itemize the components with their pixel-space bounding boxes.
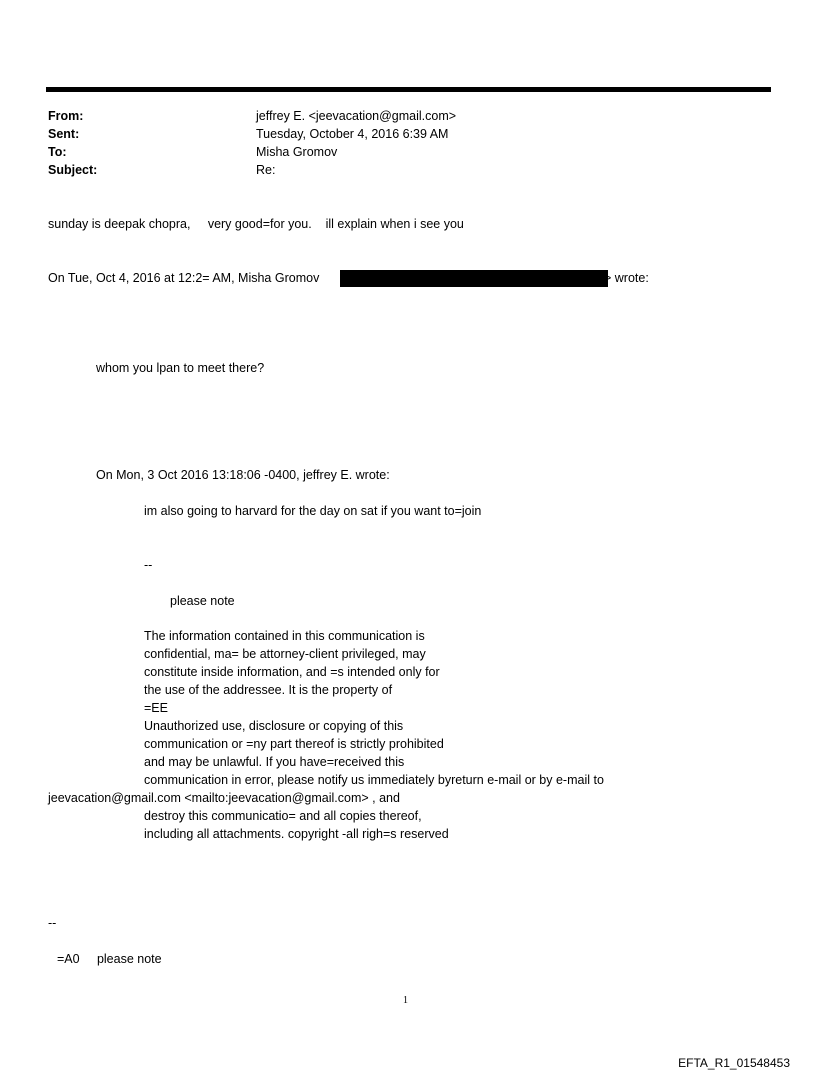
from-label: From: — [48, 109, 84, 123]
reply-text: sunday is deepak chopra, very good=for you. ill explain when i see you — [48, 217, 464, 231]
disclaimer-line: and may be unlawful. If you have=received this — [144, 755, 405, 769]
sent-value: Tuesday, October 4, 2016 6:39 AM — [256, 127, 449, 141]
disclaimer-line: the use of the addressee. It is the property of — [144, 683, 393, 697]
quote2-intro: On Mon, 3 Oct 2016 13:18:06 -0400, jeffrey E. wrote: — [96, 468, 390, 482]
disclaimer-line: communication or =ny part thereof is strictly prohibited — [144, 737, 444, 751]
please-note: please note — [170, 594, 235, 608]
disclaimer-line: Unauthorized use, disclosure or copying of this — [144, 719, 404, 733]
quote2-text: im also going to harvard for the day on sat if you want to=join — [144, 504, 482, 518]
redaction-bar — [340, 270, 608, 287]
document-id: EFTA_R1_01548453 — [678, 1056, 790, 1070]
disclaimer-line: The information contained in this communication is — [144, 629, 425, 643]
sent-label: Sent: — [48, 127, 80, 141]
signature-dash: -- — [144, 558, 153, 572]
subject-label: Subject: — [48, 163, 98, 177]
from-value: jeffrey E. <jeevacation@gmail.com> — [256, 109, 457, 123]
quote1-intro: On Tue, Oct 4, 2016 at 12:2= AM, Misha Gromov — [48, 271, 320, 285]
subject-value: Re: — [256, 163, 276, 177]
disclaimer-email-line: jeevacation@gmail.com <mailto:jeevacation@gmail.com> , and — [48, 791, 400, 805]
disclaimer-line: including all attachments. copyright -all righ=s reserved — [144, 827, 449, 841]
to-label: To: — [48, 145, 67, 159]
disclaimer-line: communication in error, please notify us immediately byreturn e-mail or by e-mail to — [144, 773, 604, 787]
to-value: Misha Gromov — [256, 145, 338, 159]
disclaimer-line: destroy this communicatio= and all copies thereof, — [144, 809, 422, 823]
header-rule — [46, 87, 771, 92]
disclaimer-line: =EE — [144, 701, 168, 715]
disclaimer-line: constitute inside information, and =s intended only for — [144, 665, 440, 679]
footer-note: =A0 please note — [57, 952, 162, 966]
quote1-text: whom you lpan to meet there? — [96, 361, 265, 375]
disclaimer-line: confidential, ma= be attorney-client privileged, may — [144, 647, 426, 661]
footer-dash: -- — [48, 916, 57, 930]
page-number: 1 — [403, 995, 408, 1006]
quote1-intro-end: > wrote: — [604, 271, 649, 285]
